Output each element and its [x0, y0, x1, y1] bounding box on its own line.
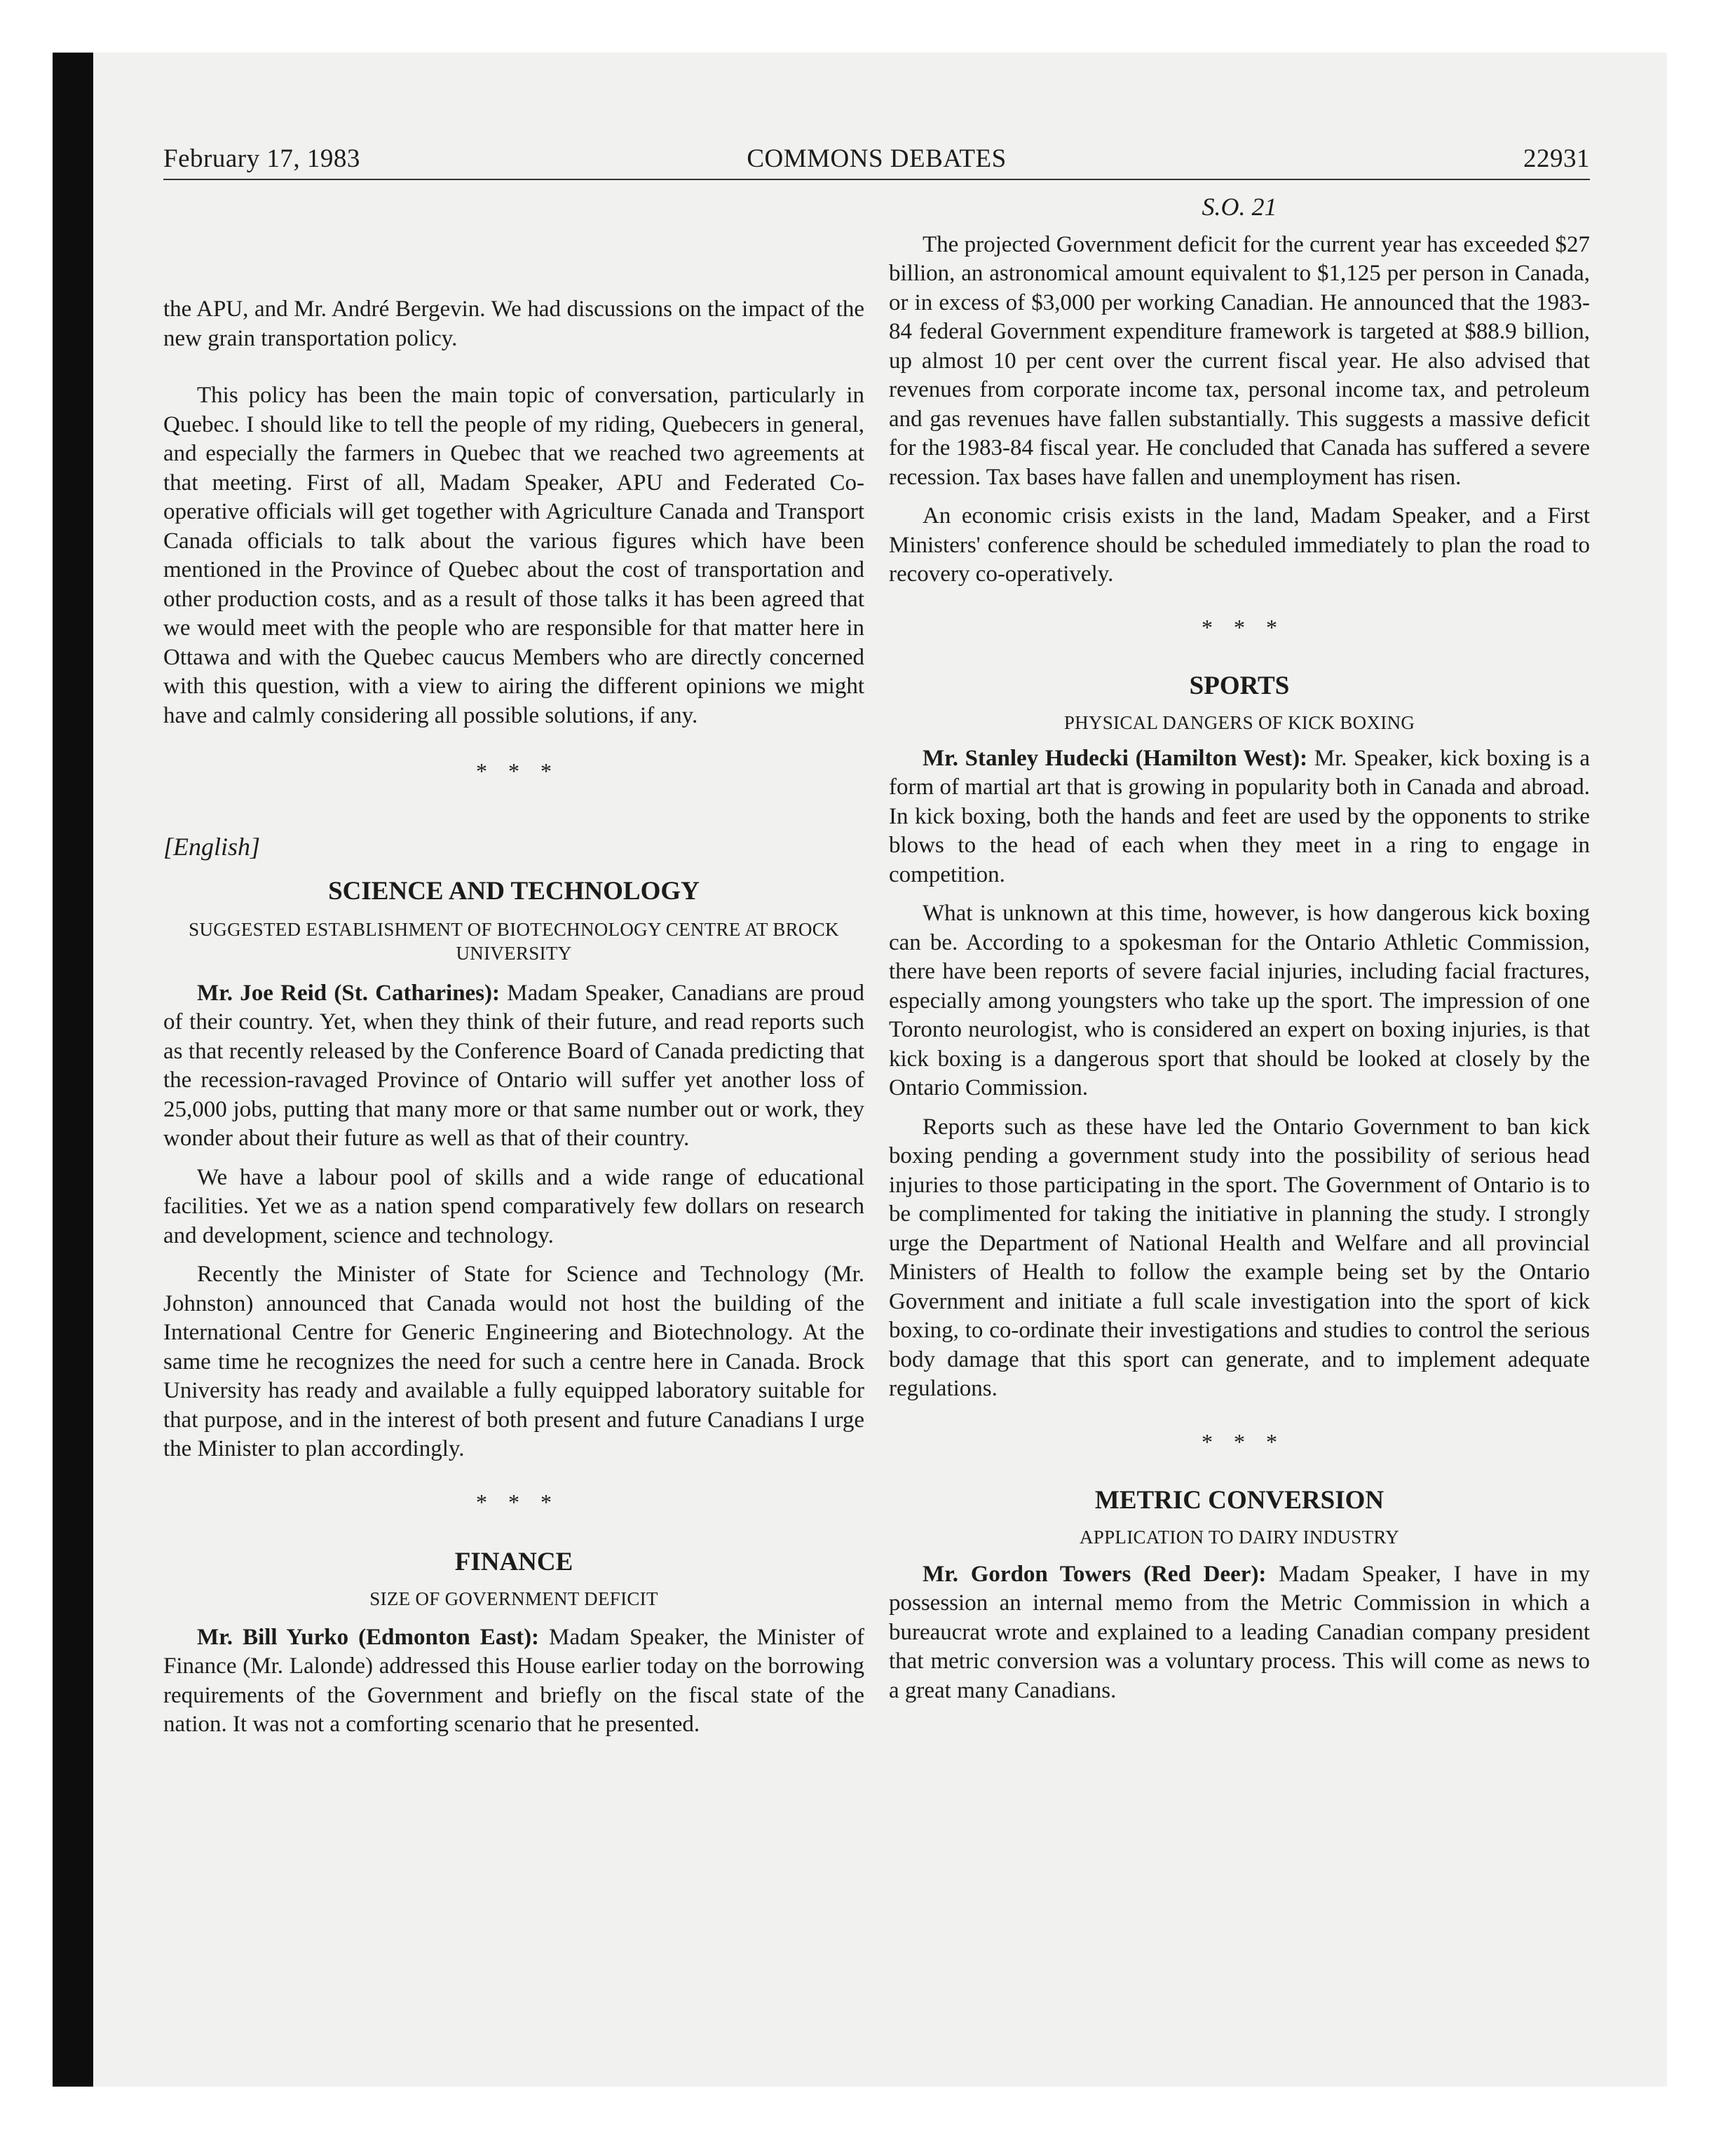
- speech-paragraph: [889, 744, 1590, 890]
- section-subheading: PHYSICAL DANGERS OF KICK BOXING: [1063, 711, 1415, 733]
- page-number: 22931: [1523, 144, 1590, 173]
- section-subheading: APPLICATION TO DAIRY INDUSTRY: [1080, 1526, 1399, 1548]
- paragraph: The projected Government deficit for the current year has exceeded $27 billion, an astronomical amount equivalent to $1,125 per person in Canada, or in excess of $3,000 per working Canadian. He announced that the 1983-84 federal Government expenditure framework is targeted at $88.9 billion, up almost 10 per cent over the current fiscal year. He also advised that revenues from corporate income tax, personal income tax, and petroleum and gas revenues have fallen substantially. This suggests a massive deficit for the 1983-84 fiscal year. He concluded that Canada has suffered a severe recession. Tax bases have fallen and unemployment has risen.: [889, 231, 1590, 490]
- paragraph: What is unknown at this time, however, is how dangerous kick boxing can be. According to a spokesman for the Ontario Athletic Commission, there have been reports of severe facial injuries, including facial fractures, especially among youngsters who take up the sport. The impression of one Toronto neurologist, who is considered an expert on boxing injuries, is that kick boxing is a dangerous sport that should be looked at closely by the Ontario Commission.: [889, 901, 1590, 1100]
- language-marker: [English]: [163, 832, 261, 861]
- speech-paragraph: [163, 1623, 864, 1740]
- header-title: COMMONS DEBATES: [747, 144, 1007, 173]
- section-heading: FINANCE: [454, 1548, 573, 1576]
- speaker-name: Mr. Bill Yurko (Edmonton East):: [197, 1624, 540, 1650]
- speech-text: Madam Speaker, Canadians are proud of their country. Yet, when they think of their future, and read reports such as that recently released by the Conference Board of Canada predicting that the recession-ravaged Province of Ontario will suffer yet another loss of 25,000 jobs, putting that many more or that same number out or work, they wonder about their future as well as that of their country.: [163, 980, 864, 1151]
- paragraph: An economic crisis exists in the land, Madam Speaker, and a First Ministers' conference should be scheduled immediately to plan the road to recovery co-operatively.: [889, 503, 1590, 587]
- running-header: [163, 144, 1590, 180]
- standing-order-label: S.O. 21: [1202, 193, 1277, 221]
- section-heading: METRIC CONVERSION: [1094, 1486, 1384, 1515]
- document-page: [93, 53, 1667, 2087]
- header-date: February 17, 1983: [163, 144, 360, 173]
- left-column: [163, 193, 864, 1740]
- paragraph: This policy has been the main topic of conversation, particularly in Quebec. I should like to tell the people of my riding, Quebecers in general, and especially the farmers in Quebec that we reached two agreements at that meeting. First of all, Madam Speaker, APU and Federated Co-operative officials will get together with Agriculture Canada and Transport Canada officials to talk about the various figures which have been mentioned in the Province of Quebec about the cost of transportation and other production costs, and as a result of those talks it has been agreed that we would meet with the people who are responsible for that matter here in Ottawa and with the Quebec caucus Members who are directly concerned with this question, with a view to airing the different opinions we might have and calmly considering all possible solutions, if any.: [163, 383, 864, 728]
- section-separator: * * *: [476, 1489, 552, 1515]
- scan-dark-edge: [53, 53, 93, 2087]
- section-separator: * * *: [476, 758, 552, 784]
- paragraph: We have a labour pool of skills and a wide range of educational facilities. Yet we as a nation spend comparatively few dollars on research and development, science and technology.: [163, 1164, 864, 1248]
- section-separator: * * *: [1202, 1428, 1277, 1454]
- section-heading: SCIENCE AND TECHNOLOGY: [328, 877, 700, 906]
- paragraph: the APU, and Mr. André Bergevin. We had discussions on the impact of the new grain transportation policy.: [163, 296, 864, 351]
- paragraph: Recently the Minister of State for Science and Technology (Mr. Johnston) announced that Canada would not host the building of the International Centre for Generic Engineering and Biotechnology. At the same time he recognizes the need for such a centre here in Canada. Brock University has ready and available a fully equipped laboratory suitable for that purpose, and in the interest of both present and future Canadians I urge the Minister to plan accordingly.: [163, 1262, 864, 1461]
- speaker-name: Mr. Joe Reid (St. Catharines):: [197, 980, 501, 1006]
- speech-text: Madam Speaker, the Minister of Finance (Mr. Lalonde) addressed this House earlier today on the borrowing requirements of the Government and briefly on the fiscal state of the nation. It was not a comforting scenario that he presented.: [163, 1624, 865, 1737]
- speech-paragraph: [889, 1560, 1590, 1706]
- section-subheading: SUGGESTED ESTABLISHMENT OF BIOTECHNOLOGY CENTRE AT BROCK UNIVERSITY: [189, 918, 839, 964]
- paragraph: Reports such as these have led the Ontario Government to ban kick boxing pending a government study into the possibility of serious head injuries to those participating in the sport. The Government of Ontario is to be complimented for taking the initiative in planning the study. I strongly urge the Department of National Health and Welfare and all provincial Ministers of Health to follow the example being set by the Ontario Government and initiate a full scale investigation into the sport of kick boxing, to co-ordinate their investigations and studies to control the serious body damage that this sport can generate, and to implement adequate regulations.: [889, 1114, 1590, 1401]
- section-separator: * * *: [1202, 614, 1277, 640]
- speaker-name: Mr. Stanley Hudecki (Hamilton West):: [923, 745, 1308, 771]
- speaker-name: Mr. Gordon Towers (Red Deer):: [923, 1561, 1267, 1587]
- speech-text: Madam Speaker, I have in my possession an internal memo from the Metric Commission in which a bureaucrat wrote and explained to a leading Canadian company president that metric conversion was a voluntary process. This will come as news to a great many Canadians.: [889, 1561, 1591, 1703]
- section-heading: SPORTS: [1189, 671, 1290, 700]
- right-column: [889, 193, 1590, 1705]
- speech-text: Mr. Speaker, kick boxing is a form of martial art that is growing in popularity both in Canada and abroad. In kick boxing, both the hands and feet are used by the opponents to strike blows to the head of each when they meet in a ring to engage in competition.: [889, 745, 1591, 887]
- section-subheading: SIZE OF GOVERNMENT DEFICIT: [369, 1588, 658, 1609]
- speech-paragraph: [163, 979, 864, 1154]
